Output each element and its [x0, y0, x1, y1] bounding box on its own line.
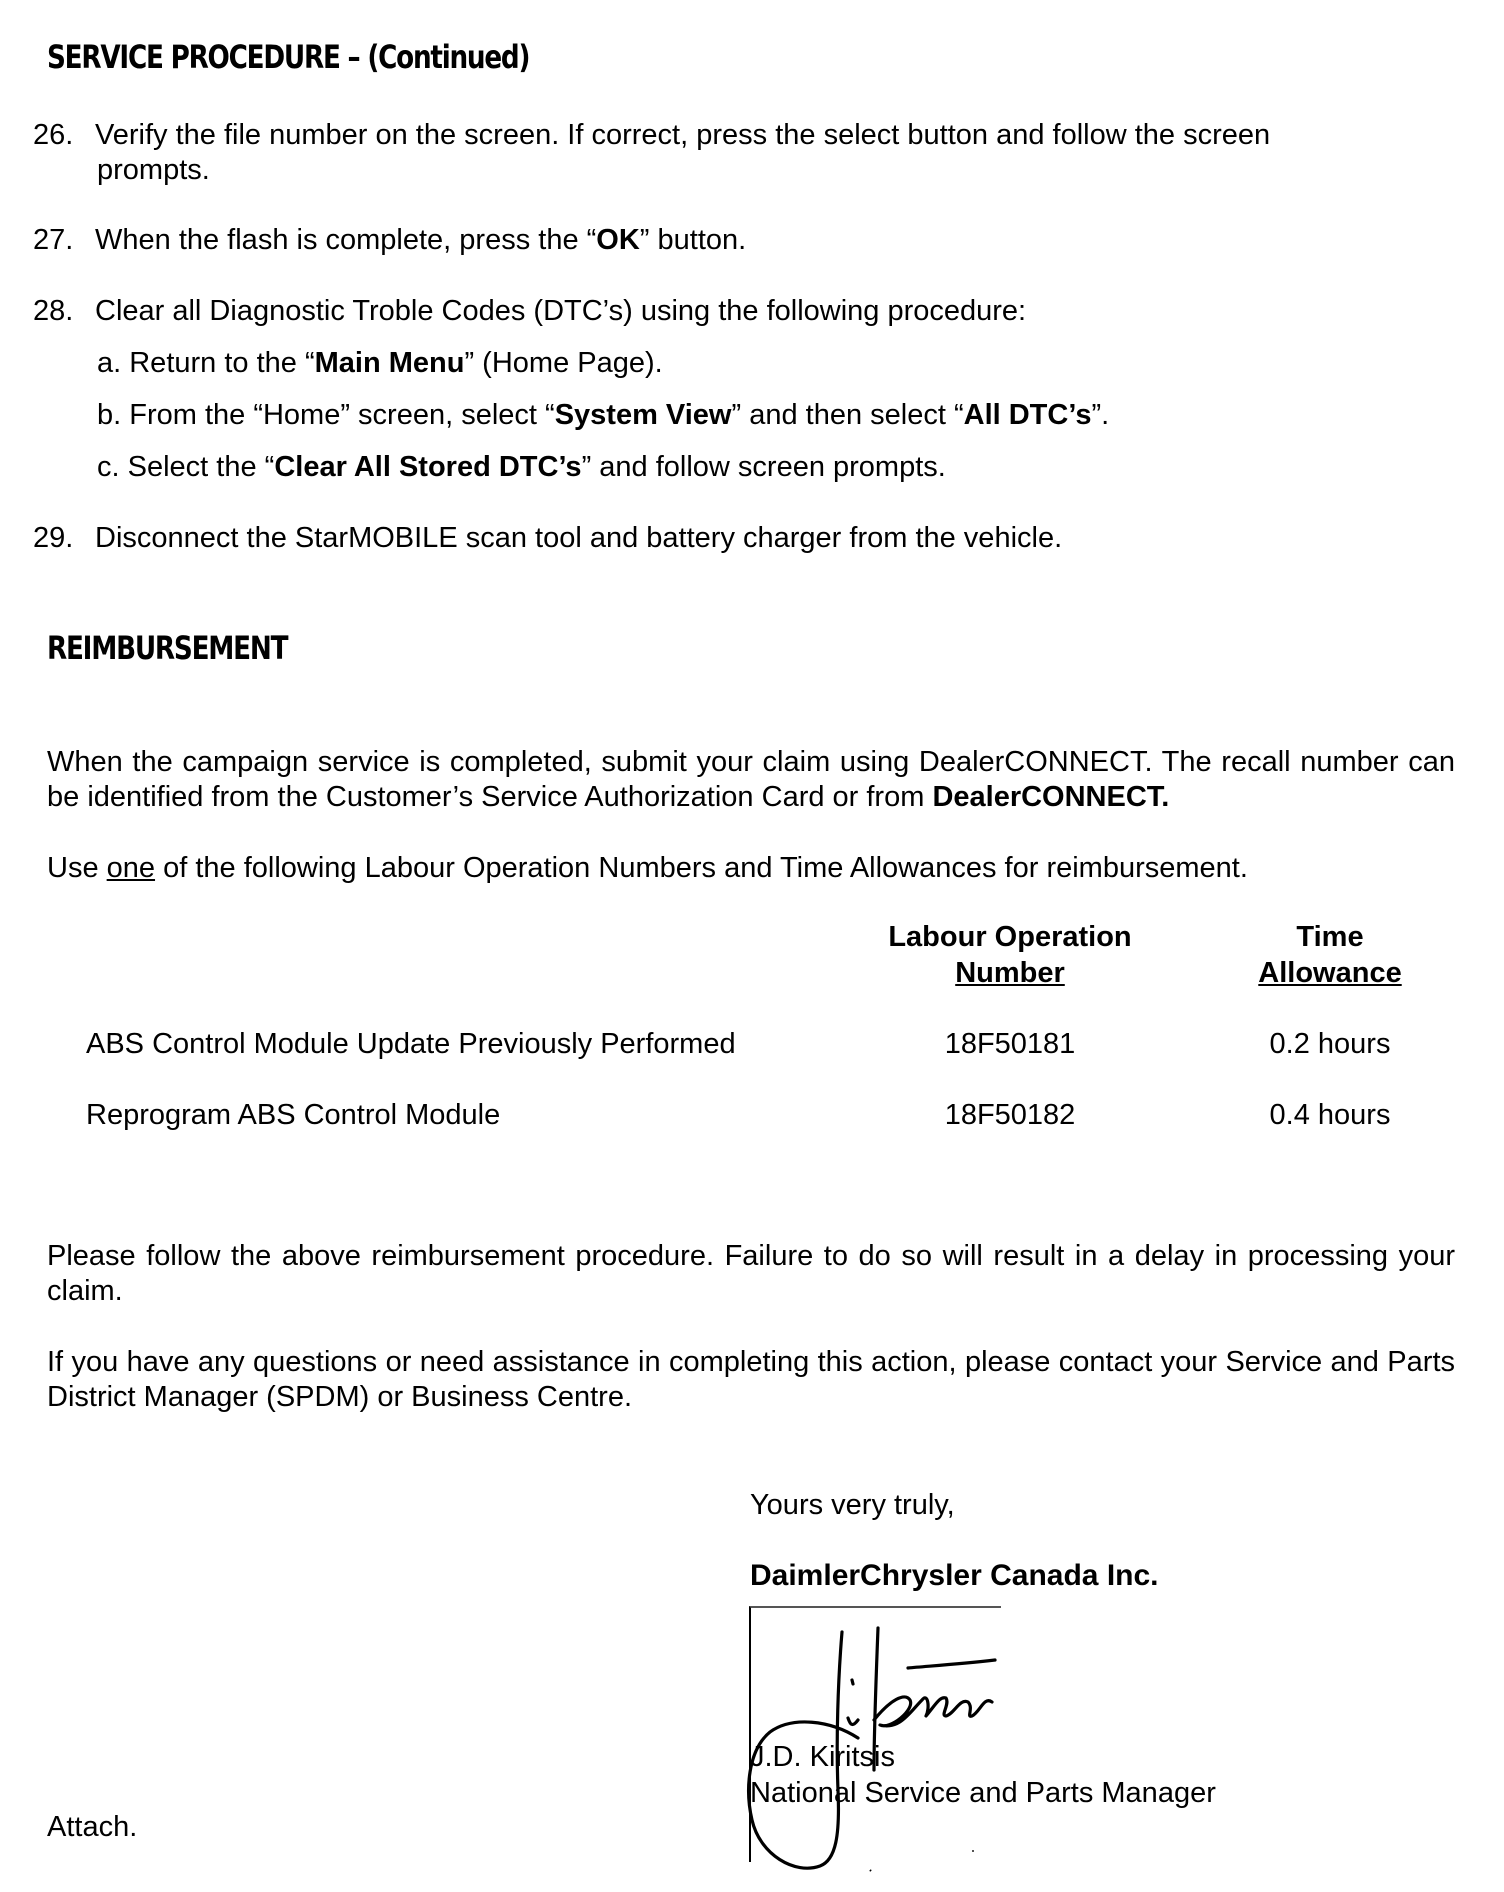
company-name: DaimlerChrysler Canada Inc.	[750, 1559, 1159, 1592]
attach-label: Attach.	[47, 1811, 138, 1843]
speck	[972, 1850, 974, 1852]
table-header-time: Time	[1296, 921, 1364, 953]
table-row-op-number: 18F50181	[944, 1028, 1076, 1060]
table-row-time: 0.2 hours	[1269, 1028, 1391, 1060]
step-text-continued: prompts.	[97, 154, 210, 186]
reimbursement-heading: REIMBURSEMENT	[47, 629, 288, 667]
step-number: 27.	[33, 224, 74, 256]
reimbursement-paragraph: When the campaign service is completed, submit your claim using DealerCONNECT. The recall number can be identified from the Customer’s Service Authorization Card or from DealerCONNECT.	[47, 746, 1455, 813]
closing-paragraph: Please follow the above reimbursement procedure. Failure to do so will result in a delay in processing your claim.	[47, 1240, 1455, 1307]
step-number: 28.	[33, 295, 74, 327]
substep: a. Return to the “Main Menu” (Home Page).	[97, 347, 663, 379]
substep: b. From the “Home” screen, select “System View” and then select “All DTC’s”.	[97, 399, 1110, 431]
labour-operation-instruction: Use one of the following Labour Operation Numbers and Time Allowances for reimbursement.	[47, 852, 1248, 884]
table-header-allowance: Allowance	[1258, 957, 1402, 989]
table-row-description: Reprogram ABS Control Module	[86, 1099, 501, 1131]
step-number: 26.	[33, 119, 74, 151]
substep: c. Select the “Clear All Stored DTC’s” and follow screen prompts.	[97, 451, 946, 483]
table-row-description: ABS Control Module Update Previously Performed	[86, 1028, 736, 1060]
contact-paragraph: If you have any questions or need assistance in completing this action, please contact your Service and Parts District Manager (SPDM) or Business Centre.	[47, 1346, 1455, 1413]
step-number: 29.	[33, 522, 74, 554]
table-header-number: Number	[955, 957, 1065, 989]
table-header-labour-operation: Labour Operation	[888, 921, 1132, 953]
table-row-op-number: 18F50182	[944, 1099, 1076, 1131]
step-text: When the flash is complete, press the “OK” button.	[95, 224, 747, 256]
step-text: Clear all Diagnostic Troble Codes (DTC’s) using the following procedure:	[95, 295, 1027, 327]
step-text: Verify the file number on the screen. If correct, press the select button and follow the screen	[95, 119, 1271, 151]
signer-name: J.D. Kiritsis	[750, 1741, 895, 1773]
service-procedure-heading: SERVICE PROCEDURE – (Continued)	[47, 38, 530, 76]
step-text: Disconnect the StarMOBILE scan tool and battery charger from the vehicle.	[95, 522, 1063, 554]
table-row-time: 0.4 hours	[1269, 1099, 1391, 1131]
signoff: Yours very truly,	[750, 1489, 955, 1521]
signer-title: National Service and Parts Manager	[750, 1777, 1216, 1809]
